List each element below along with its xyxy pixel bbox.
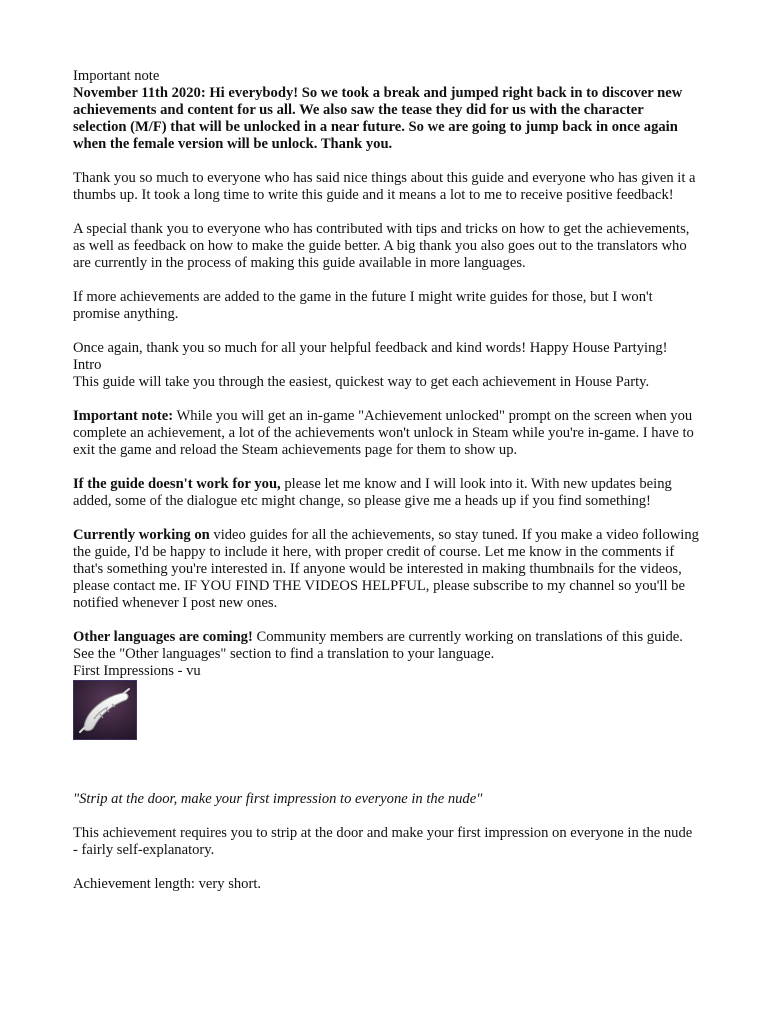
sausage-icon	[73, 680, 137, 740]
video-guides-label: Currently working on	[73, 527, 210, 543]
achievement-heading: First Impressions - vu	[73, 663, 201, 679]
closing-paragraph: Once again, thank you so much for all your helpful feedback and kind words! Happy House Partying!	[73, 340, 668, 356]
other-languages-text: Community members are currently working on translations of this guide. See the "Other languages" section to find a translation to your language.	[73, 629, 683, 662]
guide-feedback-text: please let me know and I will look into it. With new updates being added, some of the dialogue etc might change, so please give me a heads up if you find something!	[73, 476, 672, 509]
important-note-text: While you will get an in-game "Achievement unlocked" prompt on the screen when you complete an achievement, a lot of the achievements won't unlock in Steam while you're in-game. I have to exit the game and reload the Steam achievements page for them to show up.	[73, 408, 694, 458]
achievement-quote: "Strip at the door, make your first impression to everyone in the nude"	[73, 791, 483, 807]
important-note-heading: Important note	[73, 68, 160, 84]
update-note: November 11th 2020: Hi everybody! So we took a break and jumped right back in to discover new achievements and content for us all. We also saw the tease they did for us with the character selection (M/F) that will be unlocked in a near future. So we are going to jump back in once again when the female version will be unlock. Thank you.	[73, 85, 683, 152]
guide-feedback-label: If the guide doesn't work for you,	[73, 476, 281, 492]
intro-paragraph: This guide will take you through the easiest, quickest way to get each achievement in House Party.	[73, 374, 650, 390]
special-thanks-paragraph: A special thank you to everyone who has contributed with tips and tricks on how to get the achievements, as well as feedback on how to make the guide better. A big thank you also goes out to the translators who are currently in the process of making this guide available in more languages.	[73, 221, 690, 271]
achievement-description: This achievement requires you to strip at the door and make your first impression on everyone in the nude - fairly self-explanatory.	[73, 825, 693, 858]
guide-feedback-paragraph	[73, 476, 699, 510]
important-note-label: Important note:	[73, 408, 174, 424]
intro-heading: Intro	[73, 357, 102, 373]
video-guides-paragraph	[73, 527, 699, 612]
video-guides-text: video guides for all the achievements, so stay tuned. If you make a video following the guide, I'd be happy to include it here, with proper credit of course. Let me know in the comments if that's something you're interested in. If anyone would be interested in making thumbnails for the videos, please contact me. IF YOU FIND THE VIDEOS HELPFUL, please subscribe to my channel so you'll be notified whenever I post new ones.	[73, 527, 699, 611]
other-languages-paragraph	[73, 629, 699, 663]
important-note-paragraph	[73, 408, 699, 459]
other-languages-label: Other languages are coming!	[73, 629, 253, 645]
achievement-length: Achievement length: very short.	[73, 876, 262, 892]
future-achievements-paragraph: If more achievements are added to the game in the future I might write guides for those, but I won't promise anything.	[73, 289, 653, 322]
thanks-paragraph: Thank you so much to everyone who has said nice things about this guide and everyone who has given it a thumbs up. It took a long time to write this guide and it means a lot to me to receive positive feedback!	[73, 170, 696, 203]
guide-document	[73, 68, 699, 893]
